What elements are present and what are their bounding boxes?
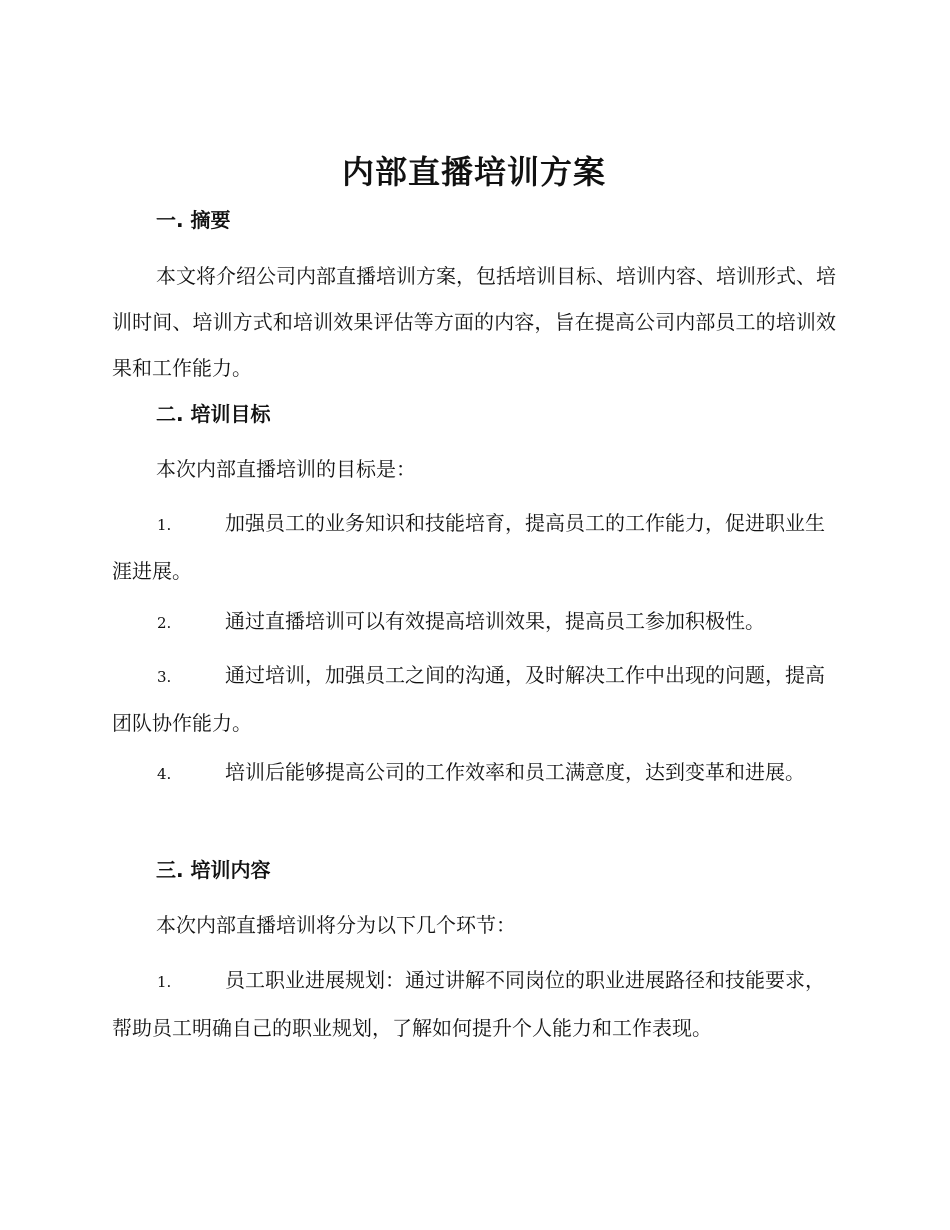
content-intro: 本次内部直播培训将分为以下几个环节：	[156, 913, 516, 937]
goal-item-4	[112, 749, 836, 797]
list-number: 4.	[157, 765, 172, 783]
summary-paragraph: 本文将介绍公司内部直播培训方案，包括培训目标、培训内容、培训形式、培训时间、培训方式和培训效果评估等方面的内容，旨在提高公司内部员工的培训效果和工作能力。	[112, 264, 836, 380]
list-number: 1.	[157, 516, 172, 534]
list-number: 3.	[157, 668, 172, 686]
content-item-1	[112, 957, 836, 1051]
list-number: 1.	[157, 973, 172, 991]
list-item-text: 加强员工的业务知识和技能培育，提高员工的工作能力，促进职业生涯进展。	[112, 511, 825, 583]
list-number: 2.	[157, 614, 172, 632]
list-item-text: 员工职业进展规划：通过讲解不同岗位的职业进展路径和技能要求，帮助员工明确自己的职业规划，了解如何提升个人能力和工作表现。	[112, 968, 825, 1040]
section-heading-summary: 一. 摘要	[156, 208, 231, 232]
goals-intro: 本次内部直播培训的目标是：	[156, 457, 416, 481]
document-title: 内部直播培训方案	[341, 153, 606, 191]
list-item-text: 通过培训，加强员工之间的沟通，及时解决工作中出现的问题，提高团队协作能力。	[112, 663, 825, 735]
section-heading-goals: 二. 培训目标	[156, 402, 271, 426]
goal-item-2	[112, 598, 836, 646]
goal-item-3	[112, 652, 836, 746]
section-heading-content: 三. 培训内容	[156, 858, 271, 882]
goal-item-1	[112, 500, 836, 594]
list-item-text: 通过直播培训可以有效提高培训效果，提高员工参加积极性。	[225, 609, 765, 633]
list-item-text: 培训后能够提高公司的工作效率和员工满意度，达到变革和进展。	[225, 760, 805, 784]
